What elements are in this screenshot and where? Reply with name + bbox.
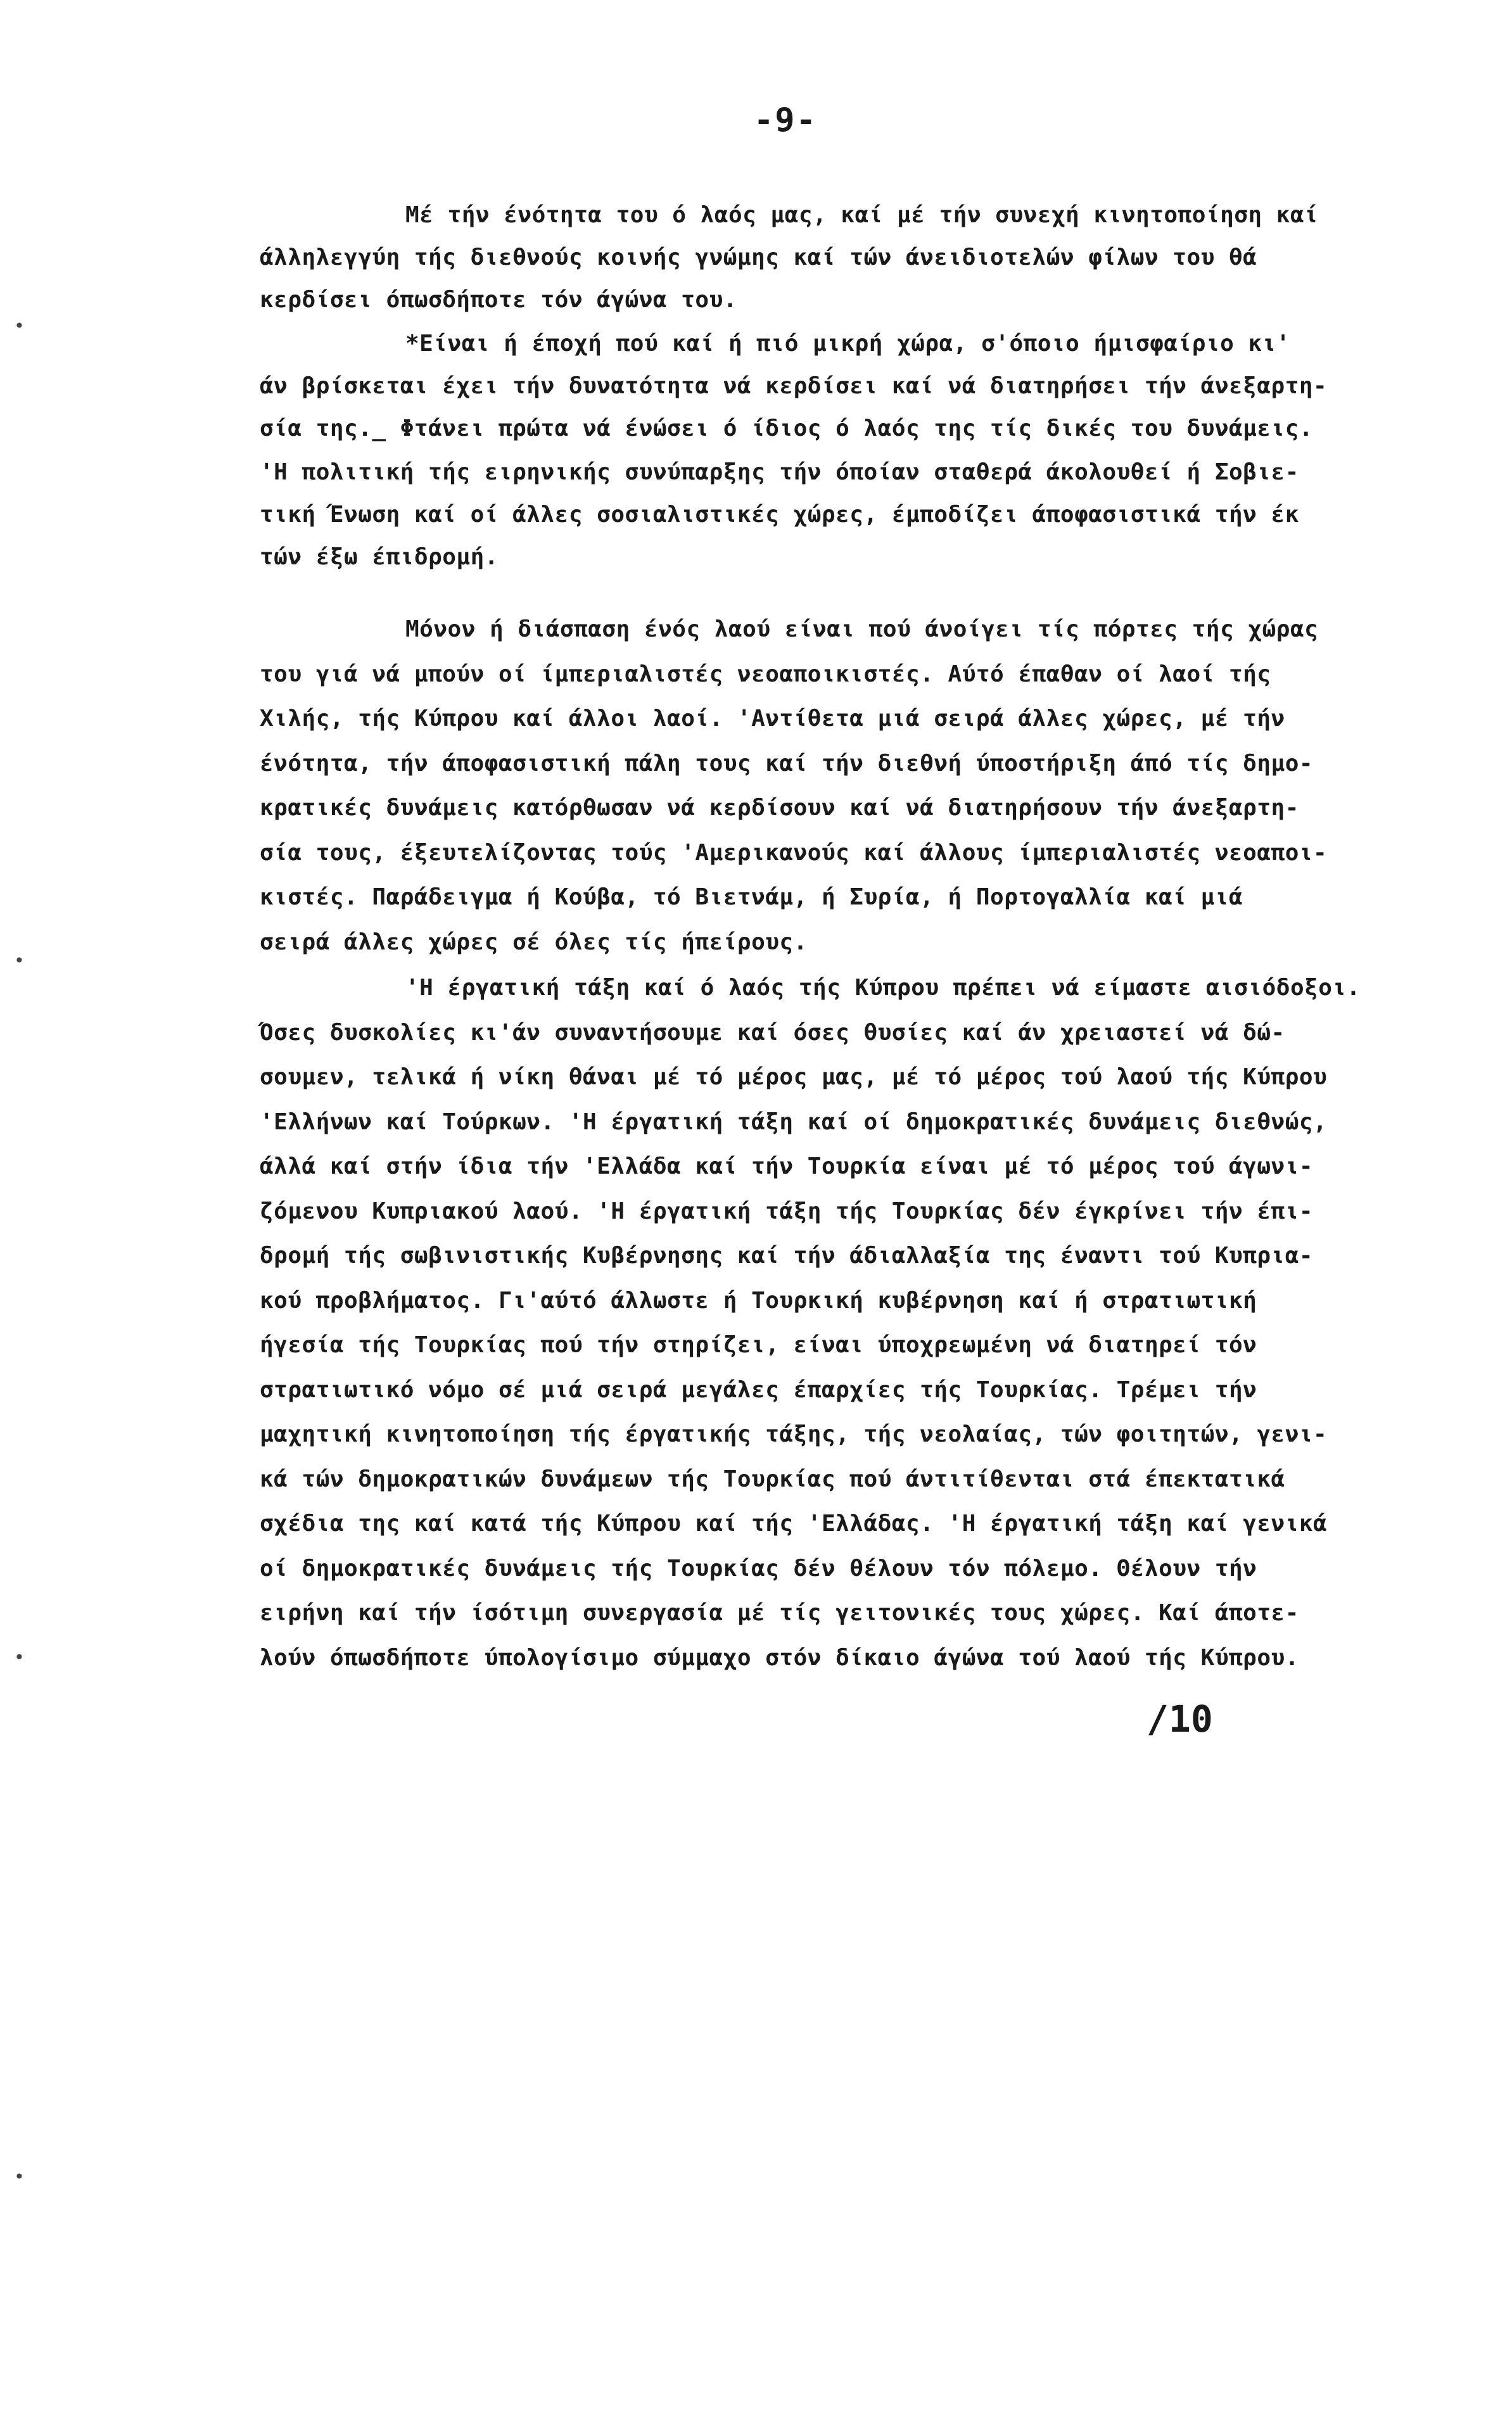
margin-mark: • <box>14 950 25 971</box>
text-line: κρατικές δυνάμεις κατόρθωσαν νά κερδίσουν καί νά διατηρήσουν τήν άνεξαρτη- <box>260 795 1299 821</box>
text-line: λούν όπωσδήποτε ύπολογίσιμο σύμμαχο στόν δίκαιο άγώνα τού λαού τής Κύπρου. <box>260 1645 1299 1671</box>
text-line: άλληλεγγύη τής διεθνούς κοινής γνώμης καί τών άνειδιοτελών φίλων του θά <box>260 244 1257 270</box>
text-line: σουμεν, τελικά ή νίκη θάναι μέ τό μέρος μας, μέ τό μέρος τού λαού τής Κύπρου <box>260 1064 1328 1090</box>
text-line: δρομή τής σωβινιστικής Κυβέρνησης καί τήν άδιαλλαξία της έναντι τού Κυπρια- <box>260 1243 1314 1269</box>
text-line: 'Η έργατική τάξη καί ό λαός τής Κύπρου πρέπει νά είμαστε αισιόδοξοι. <box>405 975 1361 1001</box>
text-line: 'Ελλήνων καί Τούρκων. 'Η έργατική τάξη καί οί δημοκρατικές δυνάμεις διεθνώς, <box>260 1109 1328 1135</box>
text-line: τική Ένωση καί οί άλλες σοσιαλιστικές χώρες, έμποδίζει άποφασιστικά τήν έκ <box>260 502 1299 528</box>
text-line: σία τους, έξευτελίζοντας τούς 'Αμερικανούς καί άλλους ίμπεριαλιστές νεοαποι- <box>260 840 1328 866</box>
text-line: τών έξω έπιδρομή. <box>260 544 499 570</box>
text-line: ήγεσία τής Τουρκίας πού τήν στηρίζει, είναι ύποχρεωμένη νά διατηρεί τόν <box>260 1332 1257 1358</box>
text-line: στρατιωτικό νόμο σέ μιά σειρά μεγάλες έπαρχίες τής Τουρκίας. Τρέμει τήν <box>260 1377 1257 1403</box>
text-line: Χιλής, τής Κύπρου καί άλλοι λαοί. 'Αντίθετα μιά σειρά άλλες χώρες, μέ τήν <box>260 706 1285 732</box>
text-line: άν βρίσκεται έχει τήν δυνατότητα νά κερδίσει καί νά διατηρήσει τήν άνεξαρτη- <box>260 373 1328 399</box>
text-line: άλλά καί στήν ίδια τήν 'Ελλάδα καί τήν Τουρκία είναι μέ τό μέρος τού άγωνι- <box>260 1153 1314 1179</box>
text-line: μαχητική κινητοποίηση τής έργατικής τάξης, τής νεολαίας, τών φοιτητών, γενι- <box>260 1421 1328 1447</box>
text-line: κού προβλήματος. Γι'αύτό άλλωστε ή Τουρκική κυβέρνηση καί ή στρατιωτική <box>260 1288 1257 1314</box>
margin-mark: • <box>14 1647 25 1668</box>
text-line: *Είναι ή έποχή πού καί ή πιό μικρή χώρα, σ'όποιο ήμισφαίριο κι' <box>405 331 1290 357</box>
text-line: κιστές. Παράδειγμα ή Κούβα, τό Βιετνάμ, ή Συρία, ή Πορτογαλλία καί μιά <box>260 884 1243 910</box>
text-line: οί δημοκρατικές δυνάμεις τής Τουρκίας δέν θέλουν τόν πόλεμο. Θέλουν τήν <box>260 1556 1257 1582</box>
text-line: Μέ τήν ένότητα του ό λαός μας, καί μέ τήν συνεχή κινητοποίηση καί <box>405 202 1319 228</box>
text-line: ένότητα, τήν άποφασιστική πάλη τους καί τήν διεθνή ύποστήριξη άπό τίς δημο- <box>260 751 1314 777</box>
continuation-marker: /10 <box>1147 1697 1213 1741</box>
text-line: Όσες δυσκολίες κι'άν συναντήσουμε καί όσες θυσίες καί άν χρειαστεί νά δώ- <box>260 1020 1285 1046</box>
text-line: ζόμενου Κυπριακού λαού. 'Η έργατική τάξη τής Τουρκίας δέν έγκρίνει τήν έπι- <box>260 1198 1314 1224</box>
text-line: ειρήνη καί τήν ίσότιμη συνεργασία μέ τίς γειτονικές τους χώρες. Καί άποτε- <box>260 1600 1299 1626</box>
text-line: σχέδια της καί κατά τής Κύπρου καί τής 'Ελλάδας. 'Η έργατική τάξη καί γενικά <box>260 1511 1328 1537</box>
text-line: σία της._ Φτάνει πρώτα νά ένώσει ό ίδιος ό λαός της τίς δικές του δυνάμεις. <box>260 416 1314 441</box>
margin-mark: • <box>14 315 25 336</box>
text-line: κερδίσει όπωσδήποτε τόν άγώνα του. <box>260 287 737 313</box>
text-line: Μόνον ή διάσπαση ένός λαού είναι πού άνοίγει τίς πόρτες τής χώρας <box>405 616 1319 642</box>
text-line: του γιά νά μπούν οί ίμπεριαλιστές νεοαποικιστές. Αύτό έπαθαν οί λαοί τής <box>260 661 1271 687</box>
margin-mark: • <box>14 2166 25 2187</box>
text-line: σειρά άλλες χώρες σέ όλες τίς ήπείρους. <box>260 929 808 955</box>
text-line: 'Η πολιτική τής ειρηνικής συνύπαρξης τήν όποίαν σταθερά άκολουθεί ή Σοβιε- <box>260 459 1299 485</box>
page-number: -9- <box>754 101 817 139</box>
text-line: κά τών δημοκρατικών δυνάμεων τής Τουρκίας πού άντιτίθενται στά έπεκτατικά <box>260 1466 1285 1492</box>
